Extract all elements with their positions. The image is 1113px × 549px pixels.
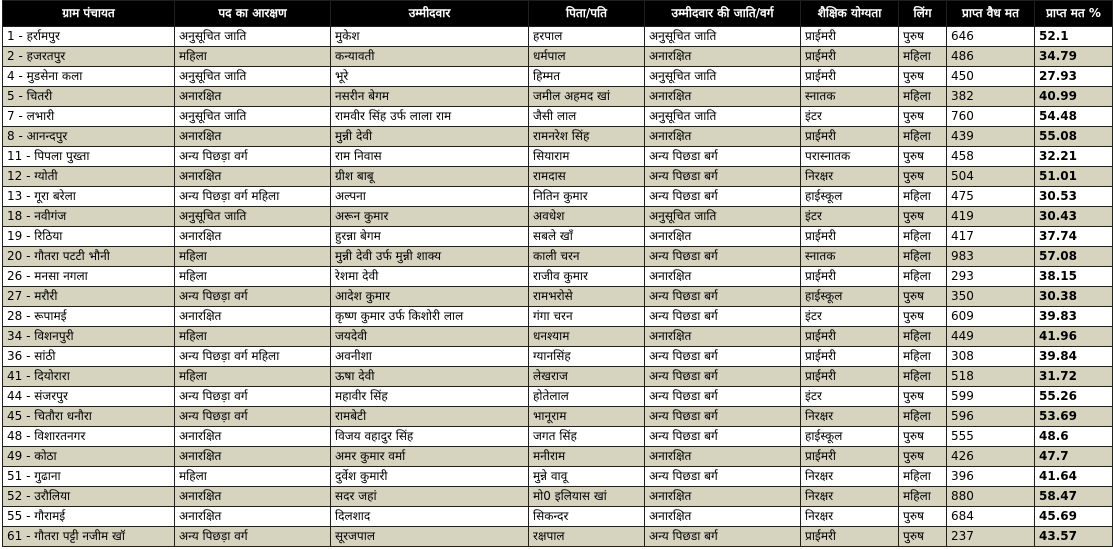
- cell-candidate: अल्पना: [331, 187, 529, 207]
- cell-gender: महिला: [899, 87, 947, 107]
- cell-valid-votes: 599: [947, 387, 1035, 407]
- cell-gram-panchayat: 12 - ग्योती: [3, 167, 175, 187]
- cell-post-reservation: महिला: [175, 47, 331, 67]
- cell-gram-panchayat: 27 - मरौरी: [3, 287, 175, 307]
- cell-candidate-caste: अनारक्षित: [645, 227, 801, 247]
- cell-father-husband: ग्यानसिंह: [529, 347, 645, 367]
- cell-candidate: रामवीर सिंह उर्फ लाला राम: [331, 107, 529, 127]
- cell-gram-panchayat: 11 - पिपला पुख्ता: [3, 147, 175, 167]
- cell-gender: महिला: [899, 267, 947, 287]
- cell-education: निरक्षर: [801, 167, 899, 187]
- cell-valid-votes: 350: [947, 287, 1035, 307]
- cell-father-husband: रामदास: [529, 167, 645, 187]
- cell-education: हाईस्कूल: [801, 427, 899, 447]
- cell-post-reservation: अनारक्षित: [175, 227, 331, 247]
- cell-father-husband: भानूराम: [529, 407, 645, 427]
- cell-vote-percent: 32.21: [1035, 147, 1113, 167]
- cell-father-husband: नितिन कुमार: [529, 187, 645, 207]
- cell-valid-votes: 450: [947, 67, 1035, 87]
- cell-education: प्राईमरी: [801, 27, 899, 47]
- table-row: [3, 47, 1113, 67]
- cell-gender: पुरुष: [899, 287, 947, 307]
- cell-post-reservation: महिला: [175, 327, 331, 347]
- cell-gram-panchayat: 41 - दियोरारा: [3, 367, 175, 387]
- cell-education: हाईस्कूल: [801, 287, 899, 307]
- cell-post-reservation: अनुसूचित जाति: [175, 107, 331, 127]
- cell-candidate-caste: अनारक्षित: [645, 487, 801, 507]
- cell-gender: महिला: [899, 227, 947, 247]
- cell-candidate: मुन्नी देवी उर्फ मुन्नी शाक्य: [331, 247, 529, 267]
- cell-valid-votes: 396: [947, 467, 1035, 487]
- cell-education: प्राईमरी: [801, 347, 899, 367]
- cell-vote-percent: 30.53: [1035, 187, 1113, 207]
- cell-post-reservation: अन्य पिछड़ा वर्ग महिला: [175, 187, 331, 207]
- table-body: [3, 27, 1113, 547]
- cell-gram-panchayat: 20 - गौतरा पटटी भौनी: [3, 247, 175, 267]
- cell-vote-percent: 52.1: [1035, 27, 1113, 47]
- cell-candidate-caste: अनारक्षित: [645, 327, 801, 347]
- cell-father-husband: मनीराम: [529, 447, 645, 467]
- cell-father-husband: सबले खाँ: [529, 227, 645, 247]
- cell-valid-votes: 518: [947, 367, 1035, 387]
- table-row: [3, 167, 1113, 187]
- table-row: [3, 327, 1113, 347]
- cell-candidate: अरून कुमार: [331, 207, 529, 227]
- cell-candidate-caste: अन्य पिछडा बर्ग: [645, 247, 801, 267]
- cell-father-husband: रामनरेश सिंह: [529, 127, 645, 147]
- table-row: [3, 367, 1113, 387]
- cell-candidate: भूरे: [331, 67, 529, 87]
- cell-candidate-caste: अन्य पिछडा बर्ग: [645, 427, 801, 447]
- cell-candidate-caste: अनारक्षित: [645, 87, 801, 107]
- cell-valid-votes: 596: [947, 407, 1035, 427]
- cell-post-reservation: अन्य पिछड़ा वर्ग: [175, 147, 331, 167]
- cell-gram-panchayat: 8 - आनन्दपुर: [3, 127, 175, 147]
- cell-candidate-caste: अन्य पिछडा बर्ग: [645, 187, 801, 207]
- cell-valid-votes: 609: [947, 307, 1035, 327]
- cell-valid-votes: 449: [947, 327, 1035, 347]
- cell-vote-percent: 48.6: [1035, 427, 1113, 447]
- cell-candidate: विजय वहादुर सिंह: [331, 427, 529, 447]
- results-table: [2, 0, 1113, 547]
- cell-gender: महिला: [899, 127, 947, 147]
- cell-gram-panchayat: 2 - हजरतपुर: [3, 47, 175, 67]
- cell-valid-votes: 439: [947, 127, 1035, 147]
- cell-gram-panchayat: 4 - मुडसेना कला: [3, 67, 175, 87]
- column-header-education: शैक्षिक योग्यता: [801, 1, 899, 27]
- column-header-gram-panchayat: ग्राम पंचायत: [3, 1, 175, 27]
- cell-gram-panchayat: 44 - संजरपुर: [3, 387, 175, 407]
- cell-valid-votes: 382: [947, 87, 1035, 107]
- cell-post-reservation: अनुसूचित जाति: [175, 27, 331, 47]
- cell-education: इंटर: [801, 207, 899, 227]
- cell-father-husband: धनश्याम: [529, 327, 645, 347]
- cell-post-reservation: अनारक्षित: [175, 127, 331, 147]
- table-row: [3, 27, 1113, 47]
- cell-post-reservation: अन्य पिछड़ा वर्ग महिला: [175, 347, 331, 367]
- cell-post-reservation: अनारक्षित: [175, 427, 331, 447]
- cell-valid-votes: 237: [947, 527, 1035, 547]
- cell-post-reservation: अनारक्षित: [175, 447, 331, 467]
- cell-gender: पुरुष: [899, 387, 947, 407]
- cell-vote-percent: 53.69: [1035, 407, 1113, 427]
- cell-candidate-caste: अनुसूचित जाति: [645, 107, 801, 127]
- cell-candidate-caste: अनारक्षित: [645, 47, 801, 67]
- cell-vote-percent: 40.99: [1035, 87, 1113, 107]
- cell-father-husband: होतेलाल: [529, 387, 645, 407]
- cell-gender: पुरुष: [899, 167, 947, 187]
- cell-gram-panchayat: 36 - सांठी: [3, 347, 175, 367]
- table-row: [3, 527, 1113, 547]
- cell-father-husband: काली चरन: [529, 247, 645, 267]
- cell-vote-percent: 58.47: [1035, 487, 1113, 507]
- cell-candidate: नसरीन बेगम: [331, 87, 529, 107]
- cell-education: इंटर: [801, 307, 899, 327]
- cell-candidate-caste: अनारक्षित: [645, 267, 801, 287]
- table-row: [3, 67, 1113, 87]
- header-row: [3, 1, 1113, 27]
- cell-post-reservation: महिला: [175, 467, 331, 487]
- cell-post-reservation: अनारक्षित: [175, 167, 331, 187]
- cell-candidate-caste: अन्य पिछडा बर्ग: [645, 307, 801, 327]
- cell-vote-percent: 55.26: [1035, 387, 1113, 407]
- cell-father-husband: मो0 इलियास खां: [529, 487, 645, 507]
- cell-education: प्राईमरी: [801, 67, 899, 87]
- table-row: [3, 467, 1113, 487]
- cell-post-reservation: अन्य पिछड़ा वर्ग: [175, 287, 331, 307]
- cell-father-husband: जैसी लाल: [529, 107, 645, 127]
- cell-vote-percent: 43.57: [1035, 527, 1113, 547]
- table-row: [3, 147, 1113, 167]
- cell-father-husband: धर्मपाल: [529, 47, 645, 67]
- cell-gram-panchayat: 45 - चितौरा धनौरा: [3, 407, 175, 427]
- cell-gender: महिला: [899, 347, 947, 367]
- cell-vote-percent: 27.93: [1035, 67, 1113, 87]
- cell-candidate: अवनीशा: [331, 347, 529, 367]
- cell-father-husband: गंगा चरन: [529, 307, 645, 327]
- cell-father-husband: जमील अहमद खां: [529, 87, 645, 107]
- cell-gram-panchayat: 52 - उरौलिया: [3, 487, 175, 507]
- cell-post-reservation: महिला: [175, 247, 331, 267]
- table-row: [3, 127, 1113, 147]
- cell-vote-percent: 38.15: [1035, 267, 1113, 287]
- cell-gram-panchayat: 49 - कोठा: [3, 447, 175, 467]
- cell-candidate: मुन्नी देवी: [331, 127, 529, 147]
- cell-candidate: हुरन्ना बेगम: [331, 227, 529, 247]
- cell-vote-percent: 39.83: [1035, 307, 1113, 327]
- cell-gram-panchayat: 34 - विशनपुरी: [3, 327, 175, 347]
- cell-valid-votes: 419: [947, 207, 1035, 227]
- cell-education: निरक्षर: [801, 507, 899, 527]
- cell-gram-panchayat: 26 - मनसा नगला: [3, 267, 175, 287]
- cell-gram-panchayat: 1 - हर्रामपुर: [3, 27, 175, 47]
- cell-candidate: दुर्वेश कुमारी: [331, 467, 529, 487]
- cell-gram-panchayat: 7 - लभारी: [3, 107, 175, 127]
- cell-education: निरक्षर: [801, 467, 899, 487]
- cell-candidate: रामबेटी: [331, 407, 529, 427]
- table-row: [3, 87, 1113, 107]
- cell-education: निरक्षर: [801, 487, 899, 507]
- cell-gram-panchayat: 28 - रूपामई: [3, 307, 175, 327]
- cell-candidate-caste: अनुसूचित जाति: [645, 67, 801, 87]
- table-row: [3, 187, 1113, 207]
- cell-post-reservation: महिला: [175, 367, 331, 387]
- cell-father-husband: लेखराज: [529, 367, 645, 387]
- cell-gender: पुरुष: [899, 27, 947, 47]
- cell-gram-panchayat: 55 - गौरामई: [3, 507, 175, 527]
- cell-post-reservation: अनुसूचित जाति: [175, 207, 331, 227]
- cell-vote-percent: 37.74: [1035, 227, 1113, 247]
- cell-candidate-caste: अन्य पिछडा बर्ग: [645, 367, 801, 387]
- cell-father-husband: सियाराम: [529, 147, 645, 167]
- cell-gender: महिला: [899, 487, 947, 507]
- cell-candidate: दिलशाद: [331, 507, 529, 527]
- cell-education: हाईस्कूल: [801, 187, 899, 207]
- cell-candidate: रेशमा देवी: [331, 267, 529, 287]
- table-row: [3, 247, 1113, 267]
- cell-valid-votes: 684: [947, 507, 1035, 527]
- cell-valid-votes: 760: [947, 107, 1035, 127]
- cell-candidate: अमर कुमार वर्मा: [331, 447, 529, 467]
- cell-father-husband: हिम्मत: [529, 67, 645, 87]
- cell-valid-votes: 504: [947, 167, 1035, 187]
- cell-vote-percent: 54.48: [1035, 107, 1113, 127]
- cell-education: प्राईमरी: [801, 447, 899, 467]
- cell-candidate-caste: अन्य पिछडा बर्ग: [645, 387, 801, 407]
- column-header-candidate-caste: उम्मीदवार की जाति/वर्ग: [645, 1, 801, 27]
- cell-candidate: कन्यावती: [331, 47, 529, 67]
- cell-candidate-caste: अन्य पिछडा बर्ग: [645, 467, 801, 487]
- cell-vote-percent: 41.64: [1035, 467, 1113, 487]
- cell-candidate-caste: अन्य पिछडा बर्ग: [645, 527, 801, 547]
- cell-candidate-caste: अन्य पिछडा बर्ग: [645, 167, 801, 187]
- cell-vote-percent: 39.84: [1035, 347, 1113, 367]
- cell-candidate-caste: अन्य पिछडा बर्ग: [645, 287, 801, 307]
- cell-candidate: जयदेवी: [331, 327, 529, 347]
- column-header-candidate: उम्मीदवार: [331, 1, 529, 27]
- cell-education: इंटर: [801, 107, 899, 127]
- cell-father-husband: रामभरोसे: [529, 287, 645, 307]
- cell-gender: पुरुष: [899, 507, 947, 527]
- cell-candidate: सूरजपाल: [331, 527, 529, 547]
- cell-vote-percent: 41.96: [1035, 327, 1113, 347]
- cell-gram-panchayat: 19 - रिठिया: [3, 227, 175, 247]
- cell-education: प्राईमरी: [801, 267, 899, 287]
- cell-candidate-caste: अनारक्षित: [645, 507, 801, 527]
- table-row: [3, 227, 1113, 247]
- cell-valid-votes: 880: [947, 487, 1035, 507]
- cell-father-husband: सिकन्दर: [529, 507, 645, 527]
- cell-post-reservation: अनारक्षित: [175, 307, 331, 327]
- cell-valid-votes: 417: [947, 227, 1035, 247]
- cell-post-reservation: अन्य पिछड़ा वर्ग: [175, 387, 331, 407]
- cell-post-reservation: अन्य पिछड़ा वर्ग: [175, 407, 331, 427]
- cell-candidate-caste: अन्य पिछडा बर्ग: [645, 347, 801, 367]
- column-header-vote-percent: प्राप्त मत %: [1035, 1, 1113, 27]
- cell-candidate-caste: अन्य पिछडा बर्ग: [645, 407, 801, 427]
- cell-candidate-caste: अन्य पिछडा बर्ग: [645, 147, 801, 167]
- cell-post-reservation: अन्य पिछड़ा वर्ग: [175, 527, 331, 547]
- cell-gender: महिला: [899, 367, 947, 387]
- cell-education: प्राईमरी: [801, 227, 899, 247]
- table-row: [3, 407, 1113, 427]
- cell-father-husband: हरपाल: [529, 27, 645, 47]
- cell-education: स्नातक: [801, 87, 899, 107]
- cell-valid-votes: 555: [947, 427, 1035, 447]
- cell-candidate: राम निवास: [331, 147, 529, 167]
- cell-vote-percent: 30.43: [1035, 207, 1113, 227]
- cell-gender: महिला: [899, 327, 947, 347]
- cell-gender: पुरुष: [899, 207, 947, 227]
- cell-father-husband: राजीव कुमार: [529, 267, 645, 287]
- cell-candidate-caste: अनारक्षित: [645, 127, 801, 147]
- cell-valid-votes: 983: [947, 247, 1035, 267]
- cell-vote-percent: 31.72: [1035, 367, 1113, 387]
- cell-education: प्राईमरी: [801, 127, 899, 147]
- cell-education: प्राईमरी: [801, 527, 899, 547]
- cell-post-reservation: अनारक्षित: [175, 487, 331, 507]
- cell-gram-panchayat: 61 - गौतरा पट्टी नजीम खॉ: [3, 527, 175, 547]
- table-row: [3, 427, 1113, 447]
- cell-education: इंटर: [801, 387, 899, 407]
- cell-post-reservation: अनारक्षित: [175, 87, 331, 107]
- cell-valid-votes: 486: [947, 47, 1035, 67]
- column-header-father-husband: पिता/पति: [529, 1, 645, 27]
- table-row: [3, 447, 1113, 467]
- cell-gender: महिला: [899, 187, 947, 207]
- cell-post-reservation: अनारक्षित: [175, 507, 331, 527]
- table-row: [3, 287, 1113, 307]
- cell-candidate: कृष्ण कुमार उर्फ किशोरी लाल: [331, 307, 529, 327]
- cell-education: परास्नातक: [801, 147, 899, 167]
- cell-gender: महिला: [899, 47, 947, 67]
- cell-father-husband: मुन्ने वावू: [529, 467, 645, 487]
- cell-father-husband: अवधेश: [529, 207, 645, 227]
- cell-education: प्राईमरी: [801, 47, 899, 67]
- cell-candidate: सदर जहां: [331, 487, 529, 507]
- cell-candidate: मुकेश: [331, 27, 529, 47]
- cell-education: निरक्षर: [801, 407, 899, 427]
- column-header-post-reservation: पद का आरक्षण: [175, 1, 331, 27]
- cell-gender: पुरुष: [899, 307, 947, 327]
- cell-education: प्राईमरी: [801, 367, 899, 387]
- cell-vote-percent: 30.38: [1035, 287, 1113, 307]
- cell-candidate-caste: अनारक्षित: [645, 447, 801, 467]
- cell-gender: पुरुष: [899, 447, 947, 467]
- cell-candidate: महावीर सिंह: [331, 387, 529, 407]
- cell-vote-percent: 55.08: [1035, 127, 1113, 147]
- cell-father-husband: रक्षपाल: [529, 527, 645, 547]
- cell-valid-votes: 646: [947, 27, 1035, 47]
- table-row: [3, 387, 1113, 407]
- cell-gender: पुरुष: [899, 147, 947, 167]
- cell-gender: महिला: [899, 407, 947, 427]
- cell-father-husband: जगत सिंह: [529, 427, 645, 447]
- table-row: [3, 347, 1113, 367]
- cell-gender: पुरुष: [899, 67, 947, 87]
- cell-candidate: आदेश कुमार: [331, 287, 529, 307]
- column-header-gender: लिंग: [899, 1, 947, 27]
- table-row: [3, 207, 1113, 227]
- cell-valid-votes: 426: [947, 447, 1035, 467]
- cell-gram-panchayat: 5 - चितरी: [3, 87, 175, 107]
- cell-education: प्राईमरी: [801, 327, 899, 347]
- cell-gram-panchayat: 18 - नवीगंज: [3, 207, 175, 227]
- cell-vote-percent: 45.69: [1035, 507, 1113, 527]
- cell-candidate: ग्रीश बाबू: [331, 167, 529, 187]
- cell-vote-percent: 51.01: [1035, 167, 1113, 187]
- cell-gender: महिला: [899, 467, 947, 487]
- column-header-valid-votes: प्राप्त वैध मत: [947, 1, 1035, 27]
- cell-gram-panchayat: 48 - विशारतनगर: [3, 427, 175, 447]
- cell-candidate-caste: अनुसूचित जाति: [645, 207, 801, 227]
- cell-gender: पुरुष: [899, 427, 947, 447]
- cell-education: स्नातक: [801, 247, 899, 267]
- cell-valid-votes: 475: [947, 187, 1035, 207]
- cell-valid-votes: 458: [947, 147, 1035, 167]
- table-row: [3, 507, 1113, 527]
- cell-gender: पुरुष: [899, 527, 947, 547]
- table-row: [3, 307, 1113, 327]
- cell-valid-votes: 293: [947, 267, 1035, 287]
- table-row: [3, 487, 1113, 507]
- cell-gender: पुरुष: [899, 107, 947, 127]
- cell-gram-panchayat: 51 - गुढाना: [3, 467, 175, 487]
- cell-candidate-caste: अनुसूचित जाति: [645, 27, 801, 47]
- cell-gram-panchayat: 13 - गूरा बरेला: [3, 187, 175, 207]
- cell-vote-percent: 57.08: [1035, 247, 1113, 267]
- cell-post-reservation: अनुसूचित जाति: [175, 67, 331, 87]
- cell-gender: महिला: [899, 247, 947, 267]
- table-row: [3, 107, 1113, 127]
- cell-vote-percent: 34.79: [1035, 47, 1113, 67]
- cell-candidate: ऊषा देवी: [331, 367, 529, 387]
- cell-valid-votes: 308: [947, 347, 1035, 367]
- cell-post-reservation: महिला: [175, 267, 331, 287]
- table-row: [3, 267, 1113, 287]
- cell-vote-percent: 47.7: [1035, 447, 1113, 467]
